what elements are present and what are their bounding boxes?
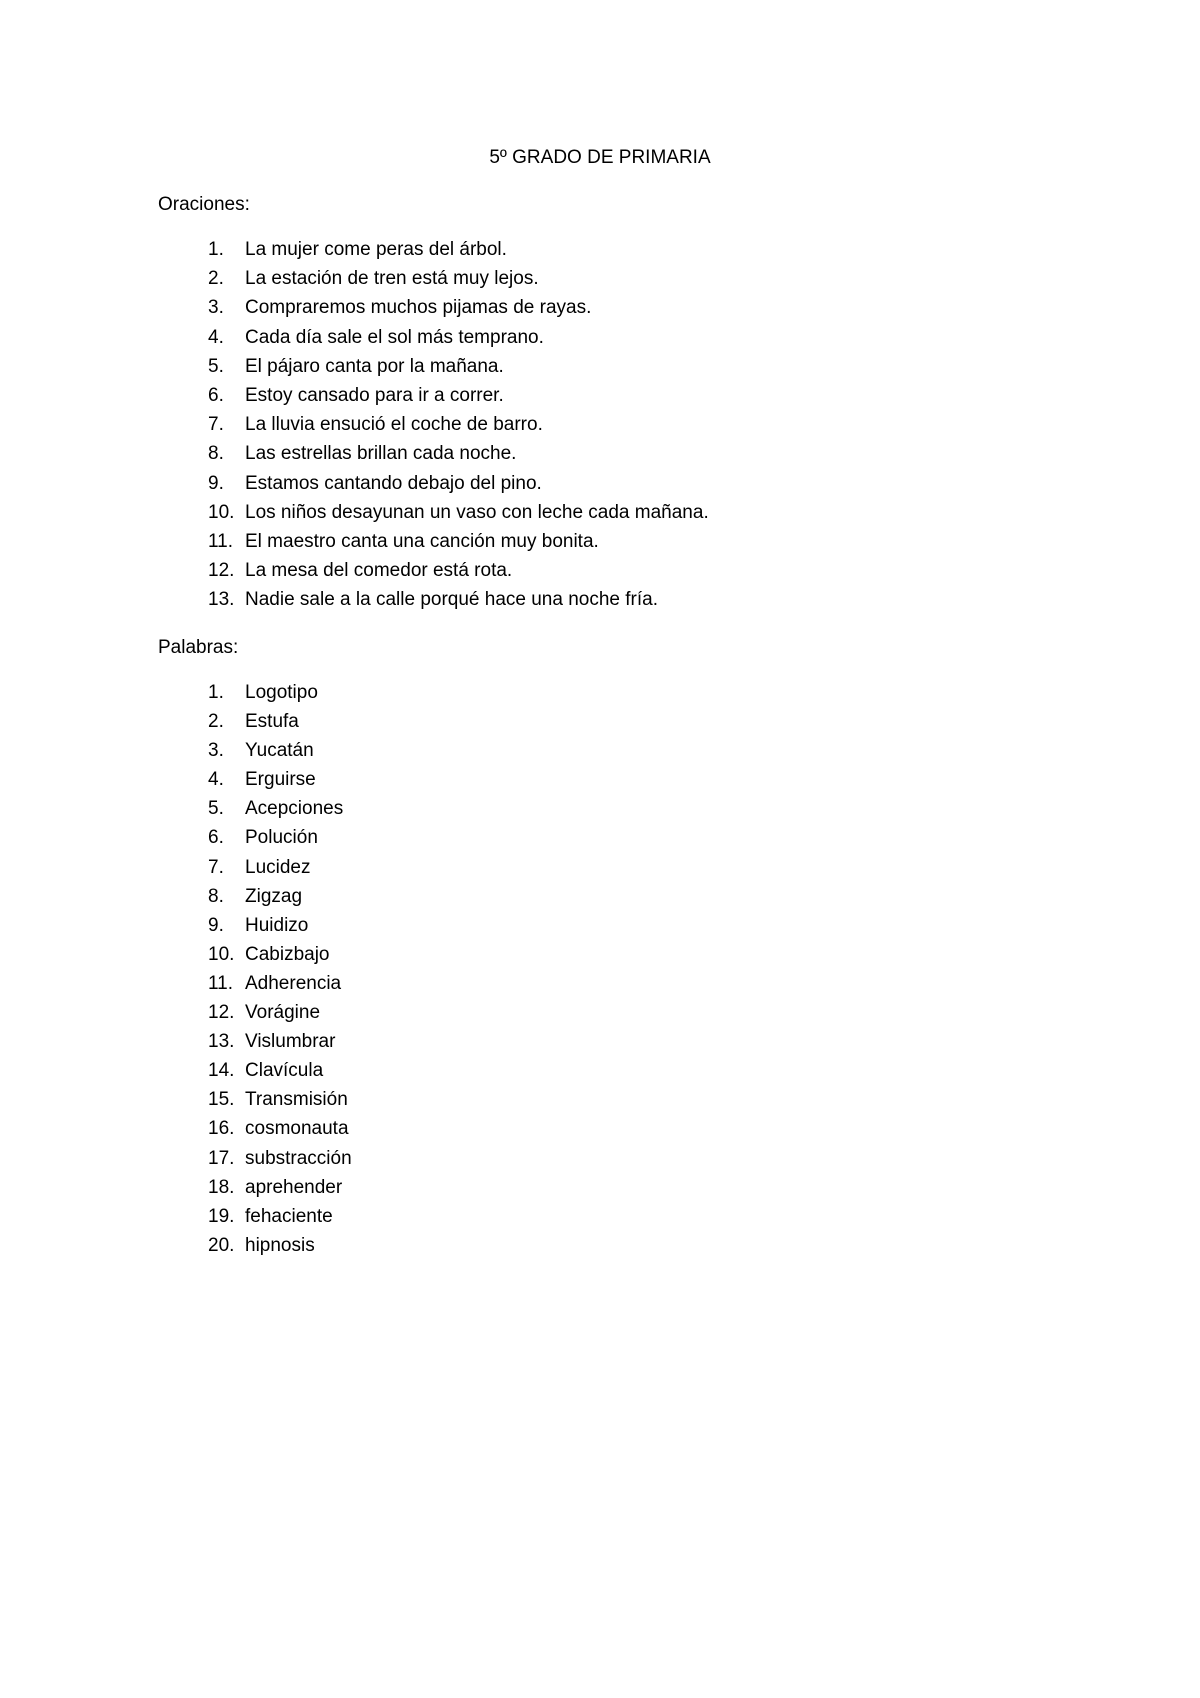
list-item-number: 12. (208, 1002, 235, 1024)
list-item-text: cosmonauta (245, 1118, 349, 1140)
list-item-text: substracción (245, 1147, 352, 1169)
list-item-text: Las estrellas brillan cada noche. (245, 443, 517, 465)
list-item-number: 6. (208, 384, 224, 406)
list-item-text: El pájaro canta por la mañana. (245, 355, 504, 377)
list-item-number: 19. (208, 1205, 235, 1227)
list-item-text: Huidizo (245, 914, 309, 936)
list-item-text: Zigzag (245, 885, 303, 907)
list-item-number: 20. (208, 1234, 235, 1256)
section-heading-palabras: Palabras: (158, 637, 239, 658)
list-item-number: 4. (208, 769, 224, 791)
list-item-text: Yucatán (245, 740, 314, 762)
list-item-number: 7. (208, 856, 224, 878)
list-item-number: 15. (208, 1089, 235, 1111)
list-item-text: Cada día sale el sol más temprano. (245, 326, 544, 348)
list-item-number: 10. (208, 943, 235, 965)
section-heading-oraciones: Oraciones: (158, 194, 250, 215)
list-item-text: Estoy cansado para ir a correr. (245, 384, 504, 406)
list-item-number: 3. (208, 740, 224, 762)
list-item-text: Adherencia (245, 972, 342, 994)
list-item-number: 2. (208, 711, 224, 733)
list-item-text: aprehender (245, 1176, 343, 1198)
list-item-number: 9. (208, 472, 224, 494)
list-item-text: Estamos cantando debajo del pino. (245, 472, 542, 494)
list-item-text: La mesa del comedor está rota. (245, 560, 513, 582)
list-item-text: La mujer come peras del árbol. (245, 239, 507, 260)
list-item-text: hipnosis (245, 1234, 315, 1256)
list-item-number: 8. (208, 443, 224, 465)
list-item-number: 5. (208, 798, 224, 820)
list-item-number: 3. (208, 297, 224, 319)
list-item-text: La estación de tren está muy lejos. (245, 268, 539, 290)
list-item-number: 5. (208, 355, 224, 377)
list-item-text: Clavícula (245, 1060, 324, 1082)
list-item-number: 8. (208, 885, 224, 907)
list-item-number: 13. (208, 589, 235, 611)
list-item-number: 6. (208, 827, 224, 849)
document-title: 5º GRADO DE PRIMARIA (489, 147, 711, 168)
list-item-text: El maestro canta una canción muy bonita. (245, 530, 599, 552)
list-item-text: Compraremos muchos pijamas de rayas. (245, 297, 592, 319)
list-item-text: Polución (245, 827, 318, 849)
list-item-number: 10. (208, 501, 235, 523)
list-item-number: 11. (208, 972, 234, 994)
list-item-text: Cabizbajo (245, 943, 330, 965)
list-item-text: Transmisión (245, 1089, 348, 1111)
list-item-text: Erguirse (245, 769, 316, 791)
list-item-text: Estufa (245, 711, 299, 733)
list-item-number: 18. (208, 1176, 235, 1198)
list-item-number: 12. (208, 560, 235, 582)
list-item-number: 14. (208, 1060, 235, 1082)
list-item-number: 17. (208, 1147, 235, 1169)
list-item-text: Lucidez (245, 856, 311, 878)
list-item-number: 1. (208, 682, 224, 703)
list-item-number: 13. (208, 1031, 235, 1053)
list-item-number: 16. (208, 1118, 235, 1140)
list-item-text: Nadie sale a la calle porqué hace una noche fría. (245, 589, 658, 611)
list-item-number: 11. (208, 530, 234, 552)
list-item-text: Vislumbrar (245, 1031, 336, 1053)
list-item-number: 7. (208, 414, 224, 436)
list-item-text: Los niños desayunan un vaso con leche cada mañana. (245, 501, 709, 523)
list-item-text: Acepciones (245, 798, 344, 820)
list-item-number: 4. (208, 326, 224, 348)
list-item-text: Vorágine (245, 1002, 321, 1024)
list-item-text: fehaciente (245, 1205, 333, 1227)
list-item-text: Logotipo (245, 682, 318, 703)
list-item-number: 9. (208, 914, 224, 936)
list-item-text: La lluvia ensució el coche de barro. (245, 414, 543, 436)
list-item-number: 2. (208, 268, 224, 290)
list-item-number: 1. (208, 239, 224, 260)
